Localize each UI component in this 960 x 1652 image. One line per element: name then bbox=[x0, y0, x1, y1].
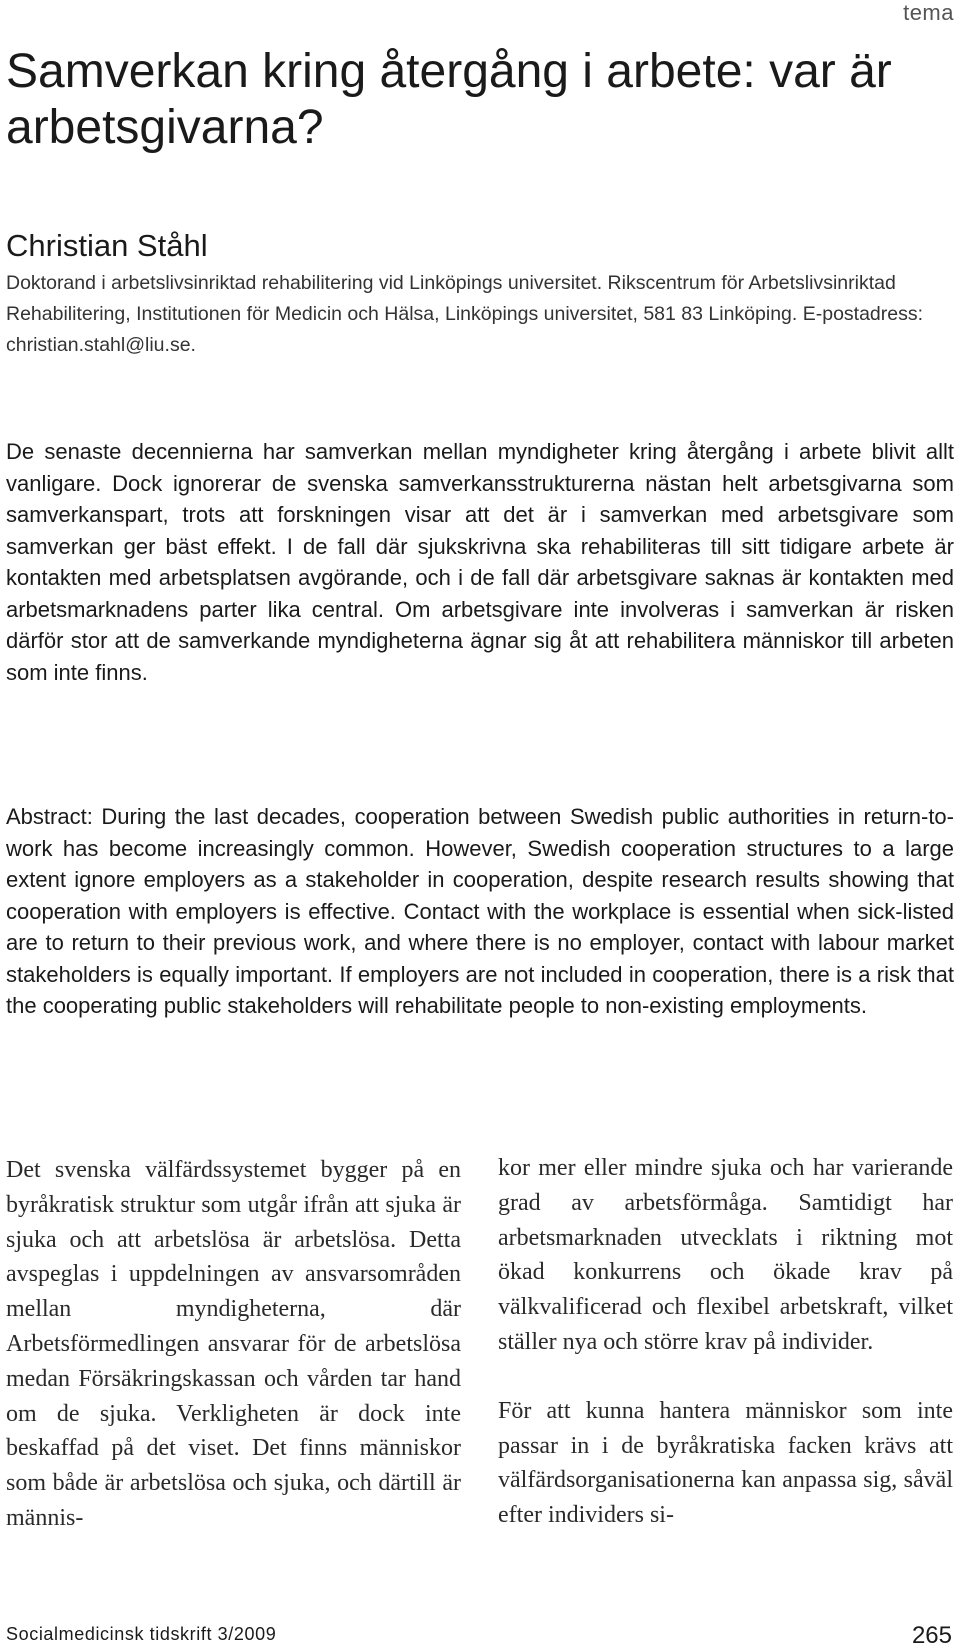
body-column-left bbox=[6, 1153, 461, 1536]
body-paragraph: Det svenska välfärdssystemet bygger på en byråkratisk struktur som utgår ifrån att sjuka är sjuka och att arbetslösa är arbetslösa. Detta avspeglas i uppdelningen av ansvarsområden mellan myndigheterna, där Arbetsförmedlingen ansvarar för de arbetslösa medan Försäkringskassan och vården tar hand om de sjuka. Verkligheten är dock inte beskaffad på det viset. Det finns människor som både är arbetslösa och sjuka, och därtill är männis- bbox=[6, 1157, 461, 1531]
body-column-right bbox=[498, 1151, 953, 1533]
footer-journal-name: Socialmedicinsk tidskrift 3/2009 bbox=[6, 1624, 277, 1644]
abstract-paragraph: Abstract: During the last decades, cooperation between Swedish public authorities in return-to-work has become increasingly common. However, Swedish cooperation structures to a large extent ignore employers as a stakeholder in cooperation, despite research results showing that cooperation with employers is effective. Contact with the workplace is essential when sick-listed are to return to their previous work, and where there is no employer, contact with labour market stakeholders is equally important. If employers are not included in cooperation, there is a risk that the cooperating public stakeholders will rehabilitate people to non-existing employments. bbox=[6, 804, 954, 1018]
lead-paragraph: De senaste decennierna har samverkan mellan myndigheter kring återgång i arbete blivit allt vanligare. Dock ignorerar de svenska samverkansstrukturerna nästan helt arbetsgivarna som samverkanspart, trots att forskningen visar att det är i samverkan med arbetsgivare som samverkan ger bäst effekt. I de fall där sjukskrivna ska rehabiliteras till sitt tidigare arbete är kontakten med arbetsplatsen avgörande, och i de fall där arbetsgivare saknas är kontakten med arbetsmarknadens parter lika central. Om arbetsgivare inte involveras i samverkan är risken därför stor att de samverkande myndigheterna ägnar sig åt att rehabilitera människor till arbeten som inte finns. bbox=[6, 439, 954, 685]
page-number: 265 bbox=[911, 1622, 952, 1649]
author-name: Christian Ståhl bbox=[6, 228, 208, 263]
article-title: Samverkan kring återgång i arbete: var är arbetsgivarna? bbox=[6, 45, 892, 154]
author-affiliation: Doktorand i arbetslivsinriktad rehabilitering vid Linköpings universitet. Rikscentrum för Arbetslivsinriktad Rehabilitering, Institutionen för Medicin och Hälsa, Linköpings universitet, 581 83 Linköping. E-postadress: christian.stahl@liu.se. bbox=[6, 272, 924, 356]
body-paragraph: kor mer eller mindre sjuka och har varierande grad av arbetsförmåga. Samtidigt har arbetsmarknaden utvecklats i riktning mot ökad konkurrens och ökade krav på välkvalificerad och flexibel arbetskraft, vilket ställer nya och större krav på individer. bbox=[498, 1155, 953, 1355]
body-paragraph: För att kunna hantera människor som inte passar in i de byråkratiska facken krävs att välfärdsorganisationerna kan anpassa sig, såväl efter individers si- bbox=[498, 1397, 953, 1529]
section-tag: tema bbox=[903, 0, 954, 25]
